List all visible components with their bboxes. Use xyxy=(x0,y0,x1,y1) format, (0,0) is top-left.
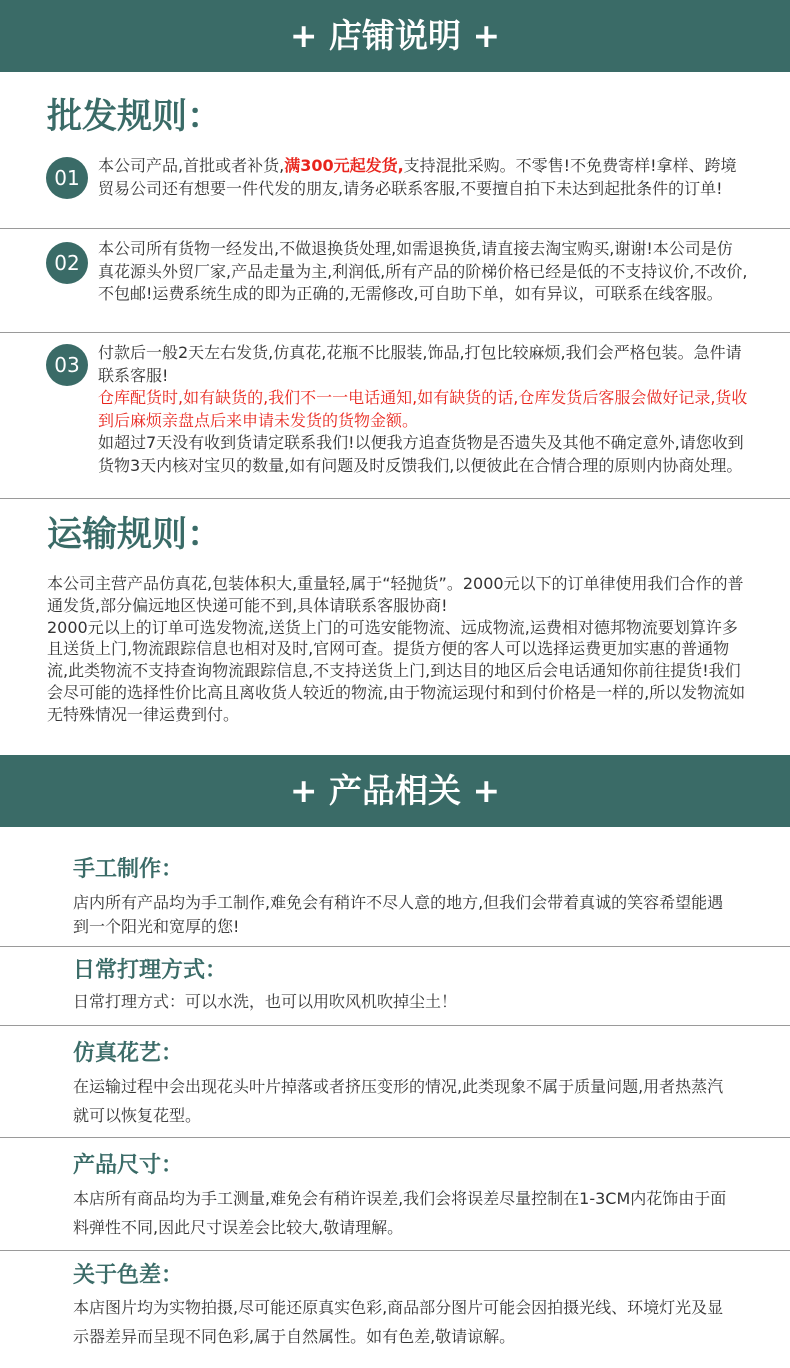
wholesale-rules-heading: 批发规则： xyxy=(47,97,223,137)
product-info-banner xyxy=(0,755,790,827)
wholesale-rule-3-text-b: 如超过7天没有收到货请定联系我们!以便我方追查货物是否遗失及其他不确定意外,请您收到货物3天内核对宝贝的数量,如有问题及时反馈我们,以便彼此在合情合理的原则内协商处理。 xyxy=(98,433,744,475)
product-size-heading: 产品尺寸： xyxy=(73,1153,184,1178)
divider xyxy=(0,946,790,947)
wholesale-rule-1 xyxy=(98,155,748,200)
store-info-banner-title: + 店铺说明 + xyxy=(289,16,501,55)
product-info-banner-title: + 产品相关 + xyxy=(289,771,501,810)
store-info-banner xyxy=(0,0,790,72)
min-order-highlight: 满300元起发货, xyxy=(284,156,404,175)
item-number-badge: 03 xyxy=(46,344,88,386)
handmade-text: 店内所有产品均为手工制作,难免会有稍许不尽人意的地方,但我们会带着真诚的笑容希望能遇到一个阳光和宽厚的您! xyxy=(73,893,724,936)
wholesale-rule-1-text-a: 本公司产品,首批或者补货, xyxy=(98,156,285,175)
shipping-rules-text: 本公司主营产品仿真花,包装体积大,重量轻,属于“轻抛货”。2000元以下的订单律使用我们合作的普通发货,部分偏远地区快递可能不到,具体请联系客服协商! 2000元以上的订单可选发物流,送货上门的可选安能物流、远成物流,运费相对德邦物流要划算许多且送货上门,物流跟踪信息也相对及时,官网可查。提货方便的客人可以选择运费更加实惠的普通物流,此类物流不支持查询物流跟踪信息,不支持送货上门,到达目的地区后会电话通知你前往提货!我们会尽可能的选择性价比高且离收货人较近的物流,由于物流运现付和到付价格是一样的,所以发物流如无特殊情况一律运费到付。 xyxy=(47,574,746,724)
artificial-flower-heading: 仿真花艺： xyxy=(73,1041,184,1066)
divider xyxy=(0,228,790,229)
shipping-rules-heading: 运输规则： xyxy=(47,515,223,555)
divider xyxy=(0,498,790,499)
color-difference-text: 本店图片均为实物拍摄,尽可能还原真实色彩,商品部分图片可能会因拍摄光线、环境灯光及显示器差异而呈现不同色彩,属于自然属性。如有色差,敬请谅解。 xyxy=(73,1298,724,1346)
wholesale-rule-2: 本公司所有货物一经发出,不做退换货处理,如需退换货,请直接去淘宝购买,谢谢!本公司是仿真花源头外贸厂家,产品走量为主,利润低,所有产品的阶梯价格已经是低的不支持议价,不改价,不包邮!运费系统生成的即为正确的,无需修改,可自助下单，如有异议，可联系在线客服。 xyxy=(98,239,748,303)
item-number-badge: 01 xyxy=(46,157,88,199)
daily-care-heading: 日常打理方式： xyxy=(73,958,228,983)
item-number-badge: 02 xyxy=(46,242,88,284)
color-difference-heading: 关于色差： xyxy=(73,1263,184,1288)
daily-care-text: 日常打理方式：可以水洗，也可以用吹风机吹掉尘土！ xyxy=(73,992,458,1011)
wholesale-rule-3-text-a: 付款后一般2天左右发货,仿真花,花瓶不比服装,饰品,打包比较麻烦,我们会严格包装。急件请联系客服! xyxy=(98,343,742,385)
product-size-text: 本店所有商品均为手工测量,难免会有稍许误差,我们会将误差尽量控制在1-3CM内花饰由于面料弹性不同,因此尺寸误差会比较大,敬请理解。 xyxy=(73,1189,727,1237)
wholesale-rule-1-text-b: 支持混批采购。不零售!不免费寄样!拿样、跨境贸易公司还有想要一件代发的朋友,请务必联系客服,不要擅自拍下未达到起批条件的订单! xyxy=(98,156,737,198)
divider xyxy=(0,1137,790,1138)
handmade-heading: 手工制作： xyxy=(73,857,184,882)
divider xyxy=(0,1250,790,1251)
wholesale-rule-3 xyxy=(98,342,748,477)
divider xyxy=(0,332,790,333)
artificial-flower-text: 在运输过程中会出现花头叶片掉落或者挤压变形的情况,此类现象不属于质量问题,用者热蒸汽就可以恢复花型。 xyxy=(73,1077,724,1125)
stockout-notice: 仓库配货时,如有缺货的,我们不一一电话通知,如有缺货的话,仓库发货后客服会做好记录,货收到后麻烦亲盘点后来申请未发货的货物金额。 xyxy=(98,388,748,430)
divider xyxy=(0,1025,790,1026)
